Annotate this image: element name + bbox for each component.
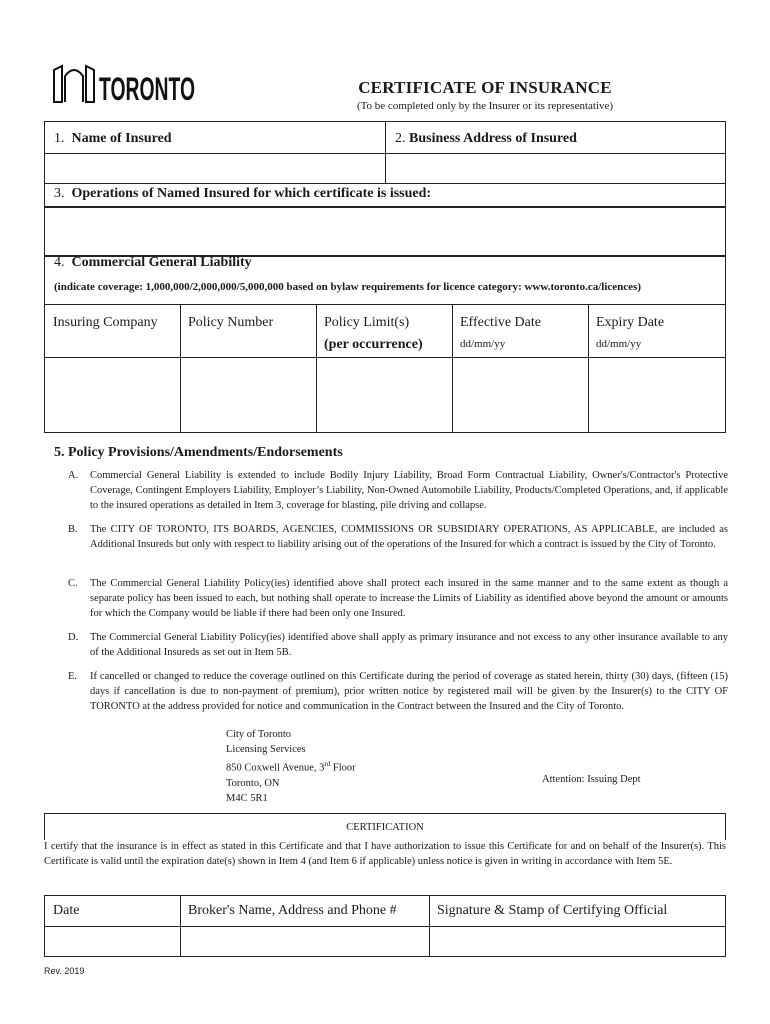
city-hall-icon: [52, 62, 197, 107]
insuring-company-field[interactable]: [46, 359, 179, 431]
expiry-date-field[interactable]: [590, 359, 724, 431]
section-3-label: 3. Operations of Named Insured for which certificate is issued:: [54, 186, 432, 201]
col-insuring-company: Insuring Company: [53, 315, 158, 330]
col-policy-number: Policy Number: [188, 315, 274, 330]
operations-field[interactable]: [46, 209, 724, 254]
revision-label: Rev. 2019: [44, 966, 85, 976]
col-effective-date: Effective Date: [460, 315, 541, 330]
certification-heading: CERTIFICATION: [346, 822, 424, 833]
policy-limit-field[interactable]: [318, 359, 451, 431]
col-policy-limits: Policy Limit(s): [324, 315, 410, 330]
section-5-label: 5. Policy Provisions/Amendments/Endorsements: [54, 445, 343, 460]
toronto-logo: [52, 62, 197, 107]
policy-number-field[interactable]: [182, 359, 315, 431]
broker-field[interactable]: [182, 928, 428, 955]
col-date: Date: [53, 903, 80, 918]
col-expiry-date-format: dd/mm/yy: [596, 338, 642, 350]
name-of-insured-field[interactable]: [46, 155, 384, 182]
col-signature: Signature & Stamp of Certifying Official: [437, 903, 668, 918]
coverage-note: (indicate coverage: 1,000,000/2,000,000/5,000,000 based on bylaw requirements for licence category: www.toronto.ca/licences): [54, 281, 641, 293]
col-effective-date-format: dd/mm/yy: [460, 338, 506, 350]
effective-date-field[interactable]: [454, 359, 587, 431]
page-subtitle: (To be completed only by the Insurer or its representative): [356, 100, 614, 112]
page-title: CERTIFICATE OF INSURANCE: [358, 78, 612, 97]
col-expiry-date: Expiry Date: [596, 315, 665, 330]
logo-text: TORONTO: [99, 71, 195, 107]
date-field[interactable]: [46, 928, 179, 955]
section-4-label: 4. Commercial General Liability: [54, 255, 252, 270]
attention-line: Attention: Issuing Dept: [542, 774, 641, 785]
signature-field[interactable]: [431, 928, 724, 955]
business-address-field[interactable]: [387, 155, 725, 182]
section-2-label: 2. Business Address of Insured: [395, 131, 577, 146]
col-broker: Broker's Name, Address and Phone #: [188, 903, 397, 918]
col-policy-limits-sub: (per occurrence): [324, 337, 423, 352]
certification-text: I certify that the insurance is in effect as stated in this Certificate and that I have authorization to issue this Certificate for and on behalf of the Insurer(s). This Certificate is valid until the expiration date(s) shown in Item 4 (and Item 6 if applicable) unless notice is given in writing in accordance with Item 5E.: [44, 841, 726, 867]
mailing-address: City of Toronto Licensing Services 850 Coxwell Avenue, 3rd Floor Toronto, ON M4C 5R1: [226, 729, 356, 804]
section-1-label: 1. Name of Insured: [54, 131, 172, 146]
